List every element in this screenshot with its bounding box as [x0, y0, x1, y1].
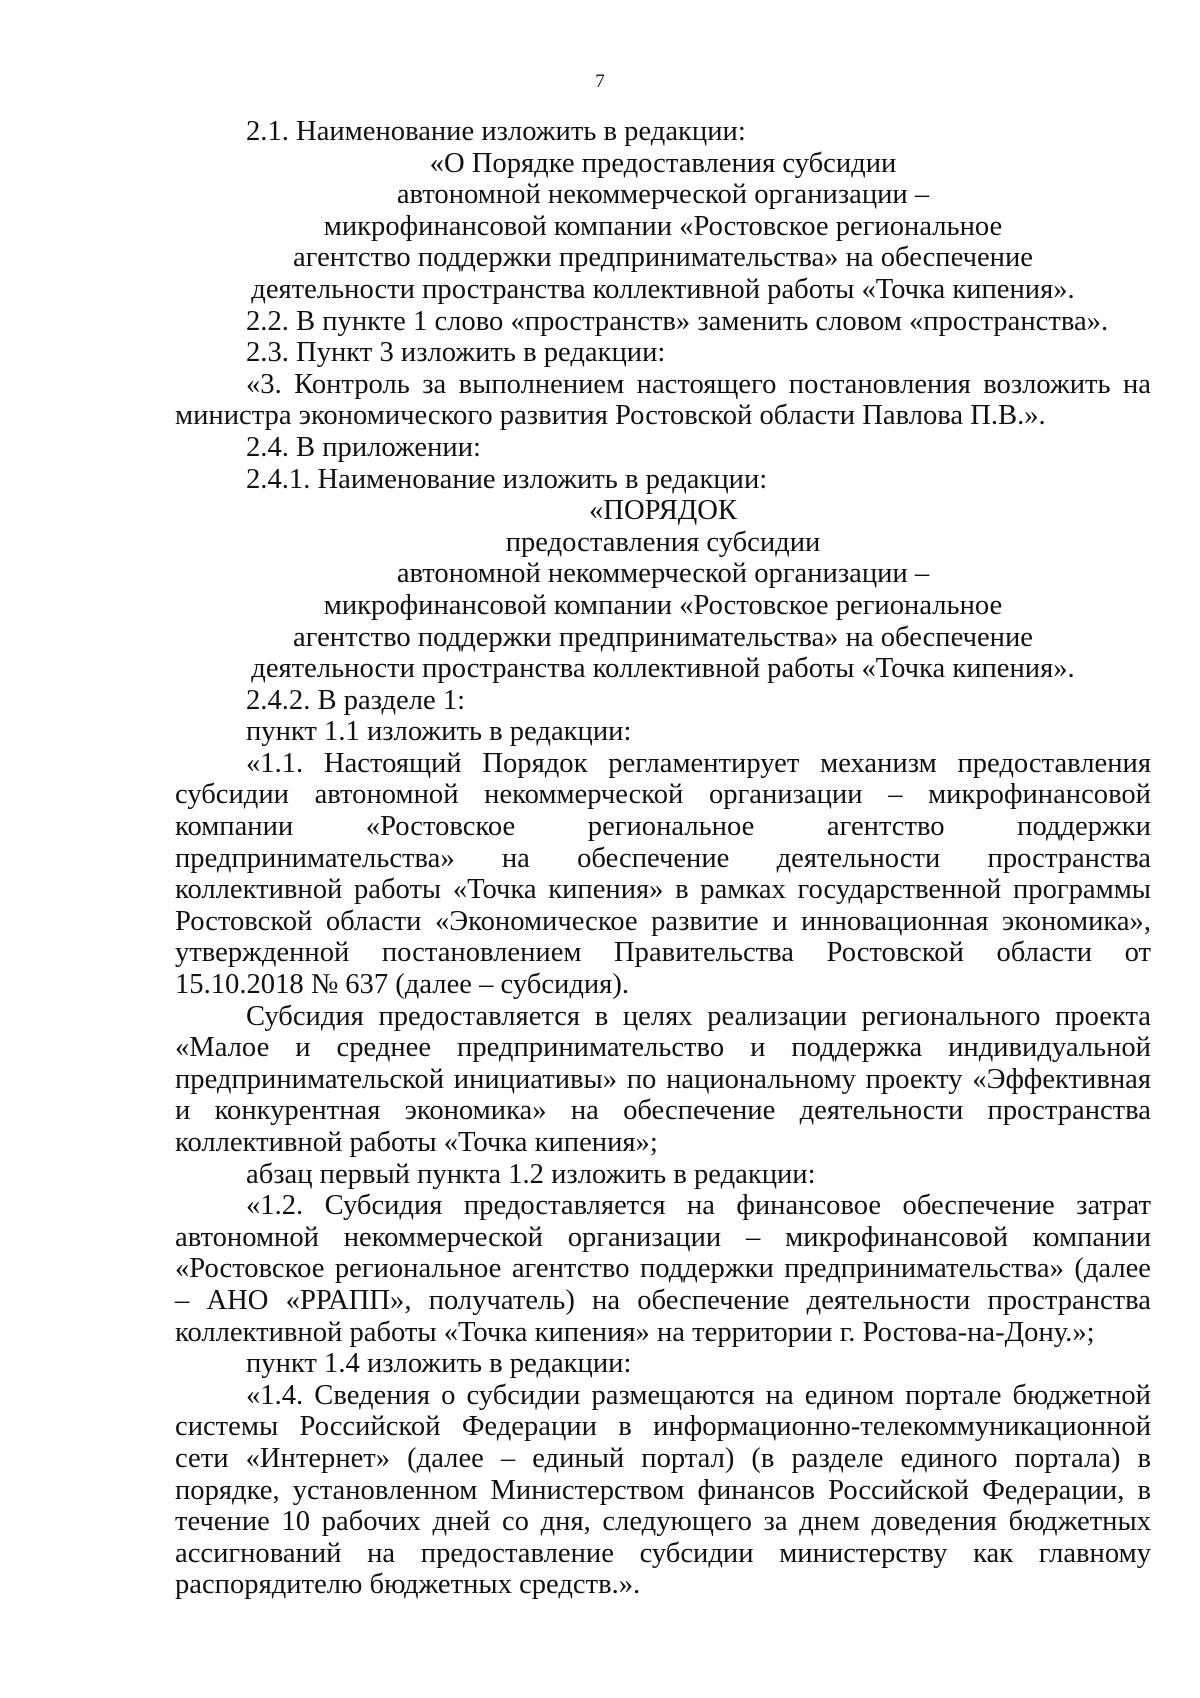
title-line: «ПОРЯДОК — [589, 495, 737, 527]
title-line: автономной некоммерческой организации – — [396, 179, 930, 211]
clause-2-4-2: 2.4.2. В разделе 1: — [246, 684, 466, 716]
document-body — [175, 116, 1151, 1601]
clause-1-4-intro: пункт 1.4 изложить в редакции: — [246, 1348, 632, 1380]
title-line: микрофинансовой компании «Ростовское региональное — [323, 589, 1003, 621]
title-block-2 — [175, 495, 1151, 685]
clause-2-4: 2.4. В приложении: — [246, 431, 481, 463]
title-line: микрофинансовой компании «Ростовское региональное — [323, 210, 1003, 242]
clause-2-2: 2.2. В пункте 1 слово «пространств» заменить словом «пространства». — [246, 305, 1109, 337]
clause-1-2-text: «1.2. Субсидия предоставляется на финансовое обеспечение затрат автономной некоммерческой организации – микрофинансовой компании «Ростовское региональное агентство поддержки предпринимательства» (далее – АНО «РРАПП», получатель) на обеспечение деятельности пространства коллективной работы «Точка кипения» на территории г. Ростова-на-Дону.»; — [175, 1190, 1151, 1348]
clause-3-text: «3. Контроль за выполнением настоящего постановления возложить на министра экономического развития Ростовской области Павлова П.В.». — [175, 368, 1151, 432]
page-number: 7 — [595, 71, 605, 92]
clause-2-4-1: 2.4.1. Наименование изложить в редакции: — [246, 463, 768, 495]
clause-1-2-intro: абзац первый пункта 1.2 изложить в редакции: — [246, 1158, 816, 1190]
title-line: агентство поддержки предпринимательства» на обеспечение — [293, 621, 1033, 653]
title-line: деятельности пространства коллективной работы «Точка кипения». — [251, 273, 1075, 305]
title-line: «О Порядке предоставления субсидии — [429, 147, 897, 179]
title-line: агентство поддержки предпринимательства» на обеспечение — [293, 242, 1033, 274]
subsidy-purpose-paragraph: Субсидия предоставляется в целях реализации регионального проекта «Малое и среднее предпринимательство и поддержка индивидуальной предпринимательской инициативы» по национальному проекту «Эффективная и конкурентная экономика» на обеспечение деятельности пространства коллективной работы «Точка кипения»; — [175, 1000, 1151, 1158]
title-line: деятельности пространства коллективной работы «Точка кипения». — [251, 653, 1075, 685]
clause-2-3: 2.3. Пункт 3 изложить в редакции: — [246, 337, 666, 369]
title-line: автономной некоммерческой организации – — [396, 558, 930, 590]
clause-1-1-intro: пункт 1.1 изложить в редакции: — [246, 716, 632, 748]
clause-1-1-text: «1.1. Настоящий Порядок регламентирует механизм предоставления субсидии автономной некоммерческой организации – микрофинансовой компании «Ростовское региональное агентство поддержки предпринимательства» на обеспечение деятельности пространства коллективной работы «Точка кипения» в рамках государственной программы Ростовской области «Экономическое развитие и инновационная экономика», утвержденной постановлением Правительства Ростовской области от 15.10.2018 № 637 (далее – субсидия). — [175, 747, 1151, 1001]
title-block-1 — [175, 148, 1151, 306]
clause-2-1: 2.1. Наименование изложить в редакции: — [246, 116, 746, 147]
clause-1-4-text: «1.4. Сведения о субсидии размещаются на едином портале бюджетной системы Российской Федерации в информационно-телекоммуникационной сети «Интернет» (далее – единый портал) (в разделе единого портала) в порядке, установленном Министерством финансов Российской Федерации, в течение 10 рабочих дней со дня, следующего за днем доведения бюджетных ассигнований на предоставление субсидии министерству как главному распорядителю бюджетных средств.». — [175, 1379, 1151, 1601]
title-line: предоставления субсидии — [505, 526, 821, 558]
